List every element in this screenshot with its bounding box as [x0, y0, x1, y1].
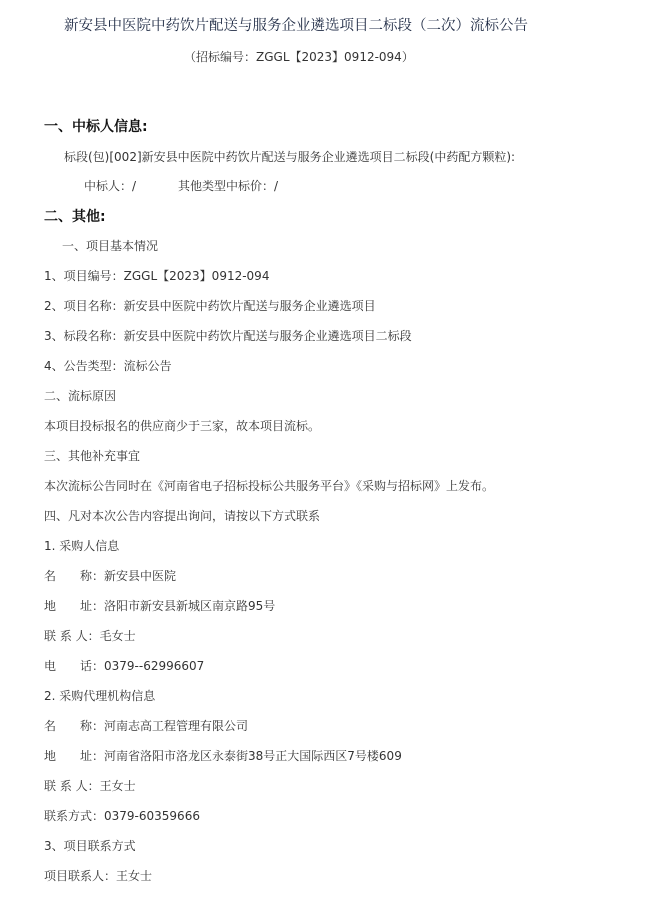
supplementary-text: 本次流标公告同时在《河南省电子招标投标公共服务平台》《采购与招标网》上发布。 — [44, 479, 495, 493]
purchaser-contact-label: 联 系 人： — [44, 629, 100, 643]
project-contact-heading: 3、项目联系方式 — [44, 839, 136, 853]
project-contact: 王女士 — [116, 869, 153, 883]
lot-description: 标段(包)[002]新安县中医院中药饮片配送与服务企业遴选项目二标段(中药配方颗粒): — [64, 150, 516, 164]
agency-contact-label: 联 系 人： — [44, 779, 100, 793]
purchaser-contact-row — [44, 626, 136, 646]
purchaser-name: 新安县中医院 — [104, 569, 177, 583]
purchaser-phone-label: 电 话： — [44, 659, 105, 673]
tender-code: （招标编号：ZGGL【2023】0912-094） — [184, 50, 414, 64]
agency-name-row — [44, 716, 248, 736]
purchaser-name-label: 名 称： — [44, 569, 105, 583]
winner-label: 中标人：/ — [84, 179, 137, 193]
purchaser-phone-row — [44, 656, 204, 676]
agency-heading: 2. 采购代理机构信息 — [44, 689, 156, 703]
agency-address-label: 地 址： — [44, 749, 105, 763]
project-contact-row — [44, 866, 152, 886]
purchaser-contact: 毛女士 — [99, 629, 136, 643]
purchaser-name-row — [44, 566, 176, 586]
basic-info-heading: 一、项目基本情况 — [62, 239, 159, 253]
section-winner-heading: 一、中标人信息: — [44, 119, 148, 135]
winning-price-label: 其他类型中标价：/ — [178, 179, 279, 193]
section-other-heading: 二、其他: — [44, 209, 106, 225]
purchaser-address-label: 地 址： — [44, 599, 105, 613]
purchaser-address-row — [44, 596, 275, 616]
agency-phone-row — [44, 806, 200, 826]
notice-title: 新安县中医院中药饮片配送与服务企业遴选项目二标段（二次）流标公告 — [64, 18, 528, 34]
notice-type: 4、公告类型：流标公告 — [44, 359, 172, 373]
agency-contact-row — [44, 776, 136, 796]
supplementary-heading: 三、其他补充事宜 — [44, 449, 141, 463]
agency-phone: 0379-60359666 — [104, 809, 200, 823]
project-contact-label: 项目联系人： — [44, 869, 117, 883]
purchaser-heading: 1. 采购人信息 — [44, 539, 120, 553]
agency-address: 河南省洛阳市洛龙区永泰街38号正大国际西区7号楼609 — [104, 749, 402, 763]
purchaser-address: 洛阳市新安县新城区南京路95号 — [104, 599, 276, 613]
agency-address-row — [44, 746, 402, 766]
lot-name: 3、标段名称：新安县中医院中药饮片配送与服务企业遴选项目二标段 — [44, 329, 412, 343]
agency-contact: 王女士 — [99, 779, 136, 793]
project-number: 1、项目编号：ZGGL【2023】0912-094 — [44, 269, 270, 283]
agency-name-label: 名 称： — [44, 719, 105, 733]
project-name: 2、项目名称：新安县中医院中药饮片配送与服务企业遴选项目 — [44, 299, 376, 313]
purchaser-phone: 0379--62996607 — [104, 659, 205, 673]
agency-name: 河南志高工程管理有限公司 — [104, 719, 249, 733]
failure-reason-text: 本项目投标报名的供应商少于三家，故本项目流标。 — [44, 419, 321, 433]
failure-reason-heading: 二、流标原因 — [44, 389, 117, 403]
agency-phone-label: 联系方式： — [44, 809, 105, 823]
contact-heading: 四、凡对本次公告内容提出询问，请按以下方式联系 — [44, 509, 321, 523]
